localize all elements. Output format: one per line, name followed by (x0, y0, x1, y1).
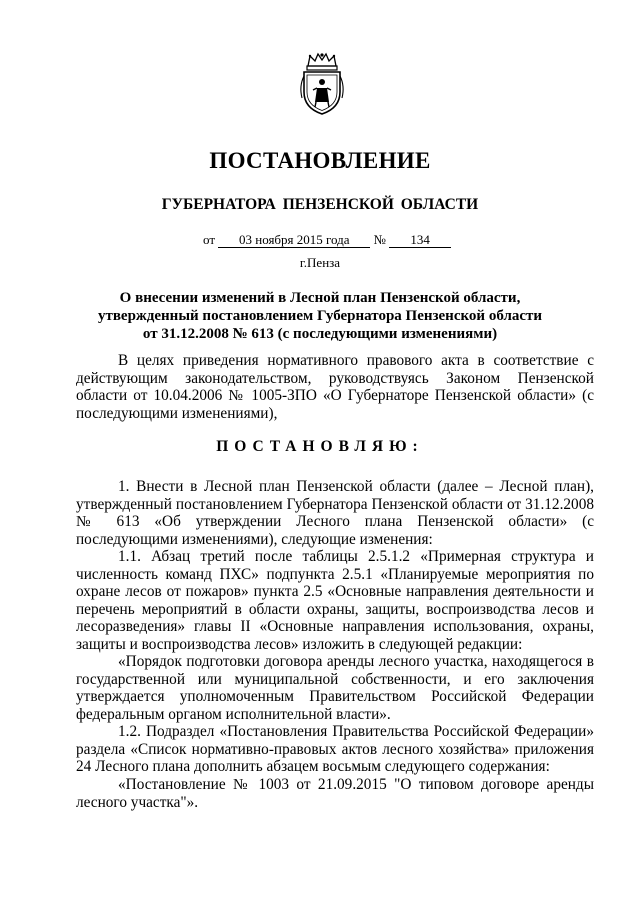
heading-line-1: О внесении изменений в Лесной план Пензенской области, (119, 290, 521, 306)
document-heading (70, 289, 570, 343)
heading-line-2: утвержденный постановлением Губернатора Пензенской области (97, 308, 543, 324)
authority-name: ГУБЕРНАТОРА ПЕНЗЕНСКОЙ ОБЛАСТИ (161, 196, 479, 213)
date-prefix: от (203, 232, 216, 247)
city: г.Пенза (299, 255, 341, 270)
document-number: 134 (389, 233, 451, 248)
document-title: ПОСТАНОВЛЕНИЕ (209, 148, 431, 173)
item-1-1-quote: «Порядок подготовки договора аренды лесного участка, находящегося в государственной или муниципальной собственности, и его заключения утверждается уполномоченным Правительством Российской Федерации федеральным органом исполнительной власти». (76, 653, 594, 723)
heading-line-3: от 31.12.2008 № 613 (с последующими изменениями) (142, 326, 498, 342)
number-sign: № (373, 232, 386, 247)
date-number-line (203, 232, 451, 248)
coat-of-arms-icon (296, 52, 348, 116)
item-1-2: 1.2. Подраздел «Постановления Правительства Российской Федерации» раздела «Список нормативно-правовых актов лесного хозяйства» приложения 24 Лесного плана дополнить абзацем восьмым следующего содержания: (76, 723, 594, 776)
item-1: 1. Внести в Лесной план Пензенской области (далее – Лесной план), утвержденный постановлением Губернатора Пензенской области от 31.12.2008 № 613 «Об утверждении Лесного плана Пензенской области» (с последующими изменениями), следующие изменения: (76, 478, 594, 548)
decree-word: ПОСТАНОВЛЯЮ: (216, 438, 424, 455)
item-1-1: 1.1. Абзац третий после таблицы 2.5.1.2 «Примерная структура и численность команд ПХС» подпункта 2.5.1 «Планируемые мероприятия по охране лесов от пожаров» пункта 2.5 «Основные направления деятельности и перечень мероприятий в области охраны, защиты, воспроизводства лесов и лесоразведения» главы II «Основные направления использования, охраны, защиты и воспроизводства лесов» изложить в следующей редакции: (76, 548, 594, 653)
document-date: 03 ноября 2015 года (218, 233, 370, 248)
intro-paragraph: В целях приведения нормативного правового акта в соответствие с действующим законодательством, руководствуясь Законом Пензенской области от 10.04.2006 № 1005-ЗПО «О Губернаторе Пензенской области» (с последующими изменениями), (76, 352, 594, 422)
item-1-2-quote: «Постановление № 1003 от 21.09.2015 "О типовом договоре аренды лесного участка"». (76, 776, 594, 811)
